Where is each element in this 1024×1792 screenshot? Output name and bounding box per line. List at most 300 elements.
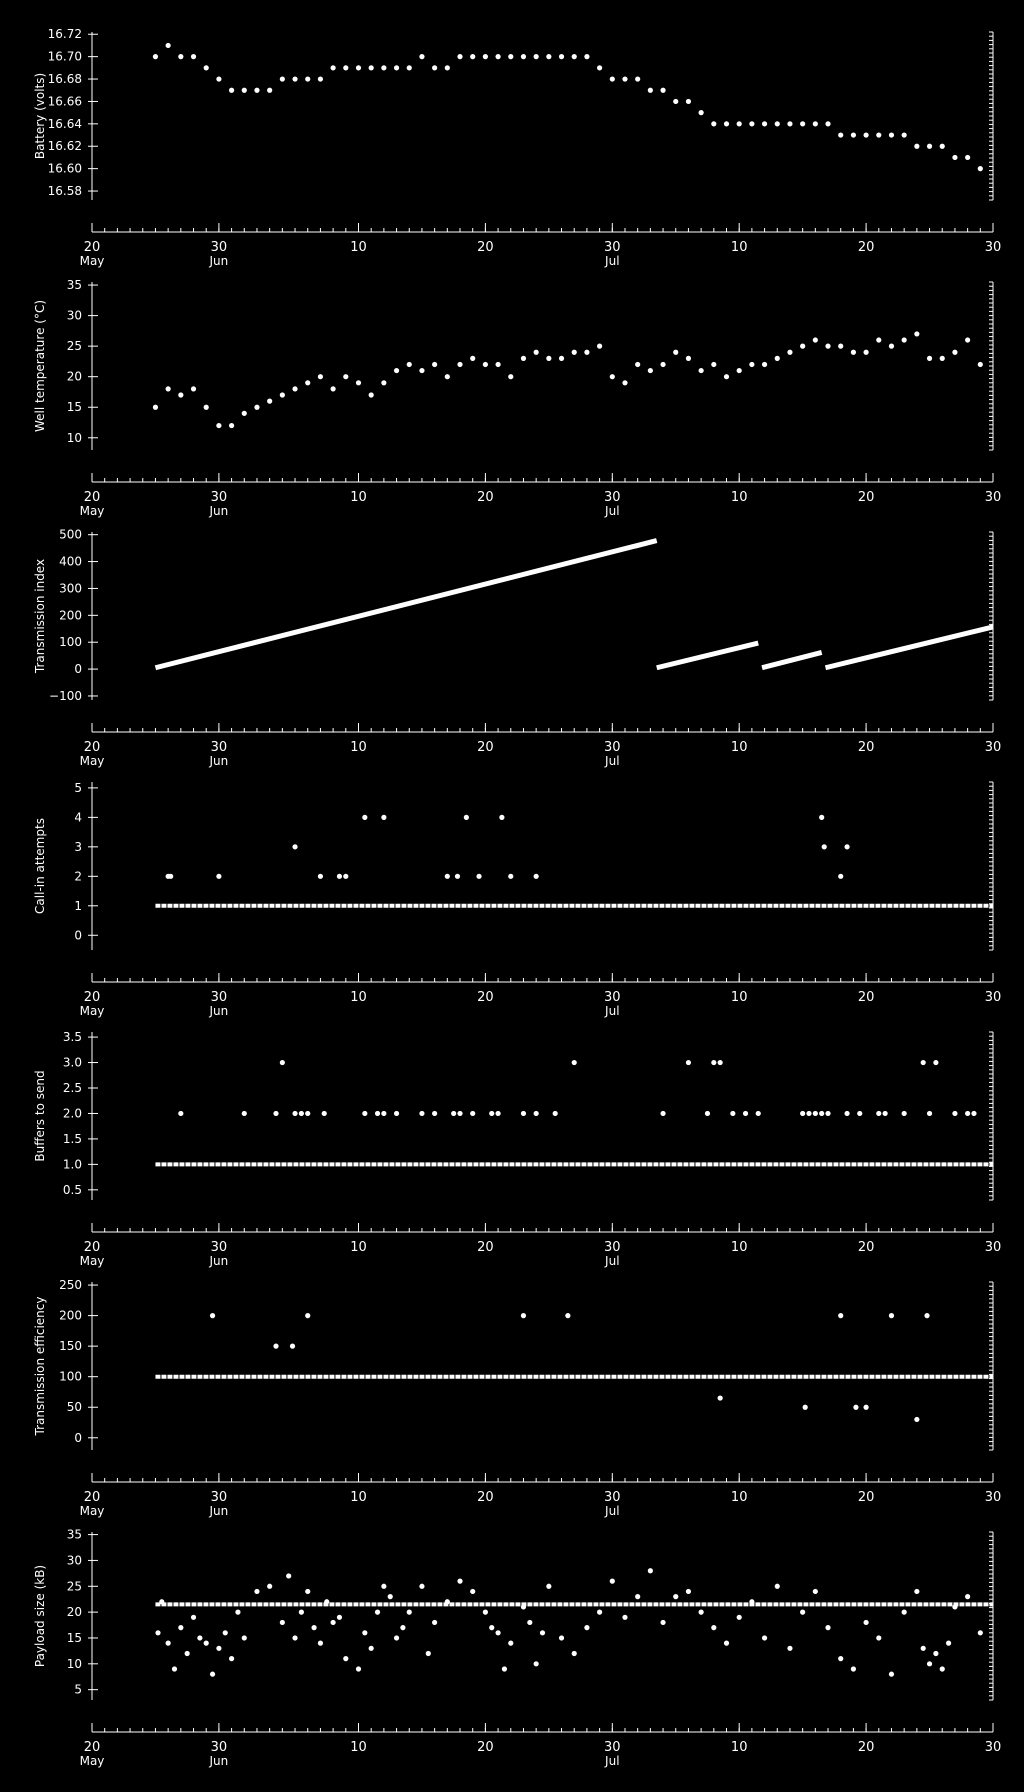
y-tick-label: 2.5 xyxy=(62,1081,82,1095)
data-point xyxy=(705,1111,710,1116)
y-tick-label: 16.66 xyxy=(47,94,82,109)
y-tick-label: 16.68 xyxy=(47,72,82,87)
data-point xyxy=(775,1584,780,1589)
data-point xyxy=(889,344,894,349)
data-point xyxy=(686,356,691,361)
data-point xyxy=(863,350,868,355)
data-point xyxy=(305,76,310,81)
data-point xyxy=(483,1610,488,1615)
panel-3 xyxy=(33,528,1001,768)
y-tick-label: 50 xyxy=(66,1400,82,1415)
data-point xyxy=(254,88,259,93)
panel-4 xyxy=(33,781,1001,1018)
data-point xyxy=(381,1584,386,1589)
data-point xyxy=(495,362,500,367)
data-point xyxy=(292,386,297,391)
y-tick-label: 200 xyxy=(59,1308,82,1323)
data-points xyxy=(155,541,993,668)
data-point xyxy=(280,1060,285,1065)
data-point xyxy=(883,1111,888,1116)
data-point xyxy=(178,1111,183,1116)
y-tick-label: 100 xyxy=(59,1369,82,1384)
data-point xyxy=(153,54,158,59)
y-tick-label: 25 xyxy=(66,1579,82,1594)
data-point xyxy=(419,1584,424,1589)
data-point xyxy=(242,1111,247,1116)
data-point xyxy=(724,374,729,379)
data-point xyxy=(343,1656,348,1661)
y-tick-label: 25 xyxy=(66,339,82,354)
data-point xyxy=(553,1111,558,1116)
data-point xyxy=(737,1615,742,1620)
x-month-label: Jul xyxy=(605,1254,620,1268)
data-point xyxy=(711,1625,716,1630)
data-point xyxy=(502,1666,507,1671)
x-tick-label: 30 xyxy=(984,990,1002,1005)
data-point xyxy=(927,1661,932,1666)
data-point xyxy=(470,1111,475,1116)
data-point xyxy=(381,380,386,385)
data-point xyxy=(965,1594,970,1599)
data-point xyxy=(369,1646,374,1651)
data-point xyxy=(803,1405,808,1410)
data-point xyxy=(499,815,504,820)
data-point xyxy=(660,88,665,93)
data-point xyxy=(369,392,374,397)
x-tick-label: 20 xyxy=(83,1240,101,1255)
data-point xyxy=(407,362,412,367)
panel-1 xyxy=(33,27,1001,268)
x-month-label: Jul xyxy=(605,1004,620,1018)
x-month-label: May xyxy=(79,1254,105,1268)
data-point xyxy=(394,1635,399,1640)
data-point xyxy=(229,423,234,428)
data-point xyxy=(737,121,742,126)
data-point xyxy=(455,874,460,879)
y-tick-label: 16.64 xyxy=(47,116,82,131)
data-point xyxy=(235,1610,240,1615)
x-month-label: May xyxy=(79,754,105,768)
x-tick-label: 30 xyxy=(604,240,621,255)
x-tick-label: 20 xyxy=(83,1740,101,1755)
data-point xyxy=(559,1635,564,1640)
data-point xyxy=(426,1651,431,1656)
data-point xyxy=(622,76,627,81)
x-month-label: Jun xyxy=(209,254,229,268)
data-point xyxy=(940,356,945,361)
data-point xyxy=(749,1599,754,1604)
data-point xyxy=(844,844,849,849)
y-tick-label: 5 xyxy=(74,1682,82,1697)
x-tick-label: 30 xyxy=(984,240,1002,255)
data-point xyxy=(914,1589,919,1594)
data-point xyxy=(210,1672,215,1677)
data-point xyxy=(933,1651,938,1656)
x-tick-label: 20 xyxy=(477,490,494,505)
x-tick-label: 20 xyxy=(857,240,875,255)
data-point xyxy=(445,374,450,379)
x-month-label: May xyxy=(79,1004,105,1018)
x-tick-label: 20 xyxy=(477,990,494,1005)
data-point xyxy=(343,874,348,879)
data-point xyxy=(622,1615,627,1620)
data-point xyxy=(166,43,171,48)
y-tick-label: 15 xyxy=(66,1630,82,1645)
data-point xyxy=(921,1060,926,1065)
x-tick-label: 30 xyxy=(210,990,228,1005)
x-month-label: Jul xyxy=(605,254,620,268)
data-point xyxy=(286,1573,291,1578)
x-tick-label: 30 xyxy=(984,740,1002,755)
data-point xyxy=(394,65,399,70)
index-segment-4 xyxy=(825,627,993,668)
data-point xyxy=(800,1610,805,1615)
data-point xyxy=(273,1344,278,1349)
data-point xyxy=(331,65,336,70)
y-tick-label: 1 xyxy=(74,898,82,913)
x-tick-label: 20 xyxy=(857,1240,875,1255)
y-tick-label: 200 xyxy=(59,608,82,623)
data-point xyxy=(305,1111,310,1116)
data-point xyxy=(876,1111,881,1116)
data-point xyxy=(419,1111,424,1116)
data-point xyxy=(978,362,983,367)
index-segment-3 xyxy=(762,652,822,667)
data-point xyxy=(191,1615,196,1620)
data-point xyxy=(711,121,716,126)
data-point xyxy=(375,1111,380,1116)
data-point xyxy=(292,1111,297,1116)
data-point xyxy=(718,1395,723,1400)
data-point xyxy=(457,1579,462,1584)
data-point xyxy=(660,362,665,367)
data-point xyxy=(863,1620,868,1625)
x-month-label: Jun xyxy=(209,1754,229,1768)
data-point xyxy=(546,1584,551,1589)
x-tick-label: 30 xyxy=(984,1240,1002,1255)
data-point xyxy=(876,337,881,342)
data-point xyxy=(572,54,577,59)
data-point xyxy=(178,1625,183,1630)
data-point xyxy=(508,874,513,879)
data-point xyxy=(853,1405,858,1410)
data-point xyxy=(610,374,615,379)
data-point xyxy=(356,380,361,385)
data-point xyxy=(362,1630,367,1635)
data-point xyxy=(521,356,526,361)
data-point xyxy=(185,1651,190,1656)
y-tick-label: 250 xyxy=(59,1278,82,1293)
x-month-label: Jun xyxy=(209,1254,229,1268)
x-tick-label: 20 xyxy=(83,490,101,505)
data-point xyxy=(787,121,792,126)
data-point xyxy=(375,1610,380,1615)
x-tick-label: 20 xyxy=(83,1490,101,1505)
data-point xyxy=(946,1641,951,1646)
x-tick-label: 30 xyxy=(210,1240,228,1255)
data-point xyxy=(978,166,983,171)
data-point xyxy=(210,1313,215,1318)
x-tick-label: 20 xyxy=(477,1490,494,1505)
data-point xyxy=(686,1060,691,1065)
data-point xyxy=(483,362,488,367)
data-point xyxy=(369,65,374,70)
data-point xyxy=(889,132,894,137)
data-point xyxy=(407,65,412,70)
index-segment-1 xyxy=(155,541,656,668)
data-point xyxy=(254,405,259,410)
data-point xyxy=(876,132,881,137)
data-point xyxy=(331,1620,336,1625)
data-point xyxy=(838,1656,843,1661)
data-point xyxy=(267,1584,272,1589)
data-point xyxy=(775,356,780,361)
data-point xyxy=(299,1111,304,1116)
data-point xyxy=(178,392,183,397)
data-point xyxy=(572,1651,577,1656)
data-point xyxy=(648,1568,653,1573)
x-tick-label: 20 xyxy=(857,490,875,505)
y-tick-label: 0.5 xyxy=(62,1182,82,1197)
data-point xyxy=(813,337,818,342)
data-point xyxy=(597,65,602,70)
data-point xyxy=(305,1313,310,1318)
x-month-label: May xyxy=(79,254,105,268)
data-point xyxy=(825,344,830,349)
data-point xyxy=(749,121,754,126)
data-point xyxy=(419,54,424,59)
data-point xyxy=(952,1111,957,1116)
x-month-label: Jul xyxy=(605,504,620,518)
data-point xyxy=(223,1630,228,1635)
panel-5 xyxy=(33,1030,1001,1268)
data-point xyxy=(483,54,488,59)
x-month-label: Jul xyxy=(605,754,620,768)
data-point xyxy=(394,1111,399,1116)
y-tick-label: 16.70 xyxy=(47,49,82,64)
y-tick-label: 16.60 xyxy=(47,161,82,176)
data-point xyxy=(166,386,171,391)
data-point xyxy=(534,1661,539,1666)
data-point xyxy=(686,99,691,104)
data-point xyxy=(806,1111,811,1116)
data-point xyxy=(267,88,272,93)
data-point xyxy=(889,1313,894,1318)
data-point xyxy=(290,1344,295,1349)
data-point xyxy=(521,1111,526,1116)
y-tick-label: 16.62 xyxy=(47,139,82,154)
data-point xyxy=(673,1594,678,1599)
x-tick-label: 20 xyxy=(857,740,875,755)
data-points xyxy=(153,331,983,428)
data-point xyxy=(971,1111,976,1116)
y-tick-label: 30 xyxy=(66,308,82,323)
data-point xyxy=(927,356,932,361)
data-point xyxy=(914,1417,919,1422)
data-point xyxy=(965,337,970,342)
data-point xyxy=(546,54,551,59)
data-point xyxy=(863,132,868,137)
x-month-label: Jun xyxy=(209,754,229,768)
data-point xyxy=(825,1111,830,1116)
data-point xyxy=(242,1635,247,1640)
data-point xyxy=(204,1641,209,1646)
data-point xyxy=(216,1646,221,1651)
y-tick-label: 0 xyxy=(74,1430,82,1445)
x-tick-label: 30 xyxy=(604,1240,621,1255)
data-point xyxy=(495,54,500,59)
data-point xyxy=(648,88,653,93)
data-point xyxy=(159,1599,164,1604)
x-tick-label: 20 xyxy=(857,990,875,1005)
data-point xyxy=(470,1589,475,1594)
data-point xyxy=(660,1111,665,1116)
data-point xyxy=(813,121,818,126)
data-point xyxy=(324,1599,329,1604)
data-point xyxy=(572,350,577,355)
data-point xyxy=(762,362,767,367)
panel-2 xyxy=(33,278,1001,518)
y-tick-label: 20 xyxy=(66,1605,82,1620)
data-point xyxy=(204,65,209,70)
data-point xyxy=(844,1111,849,1116)
data-point xyxy=(819,815,824,820)
x-tick-label: 30 xyxy=(604,990,621,1005)
data-point xyxy=(457,362,462,367)
data-point xyxy=(838,1313,843,1318)
data-point xyxy=(584,350,589,355)
x-tick-label: 30 xyxy=(210,1490,228,1505)
x-tick-label: 10 xyxy=(350,490,367,505)
y-tick-label: 3.5 xyxy=(62,1030,82,1045)
data-point xyxy=(445,1599,450,1604)
data-points xyxy=(155,1568,993,1677)
data-point xyxy=(178,54,183,59)
x-tick-label: 10 xyxy=(350,1740,367,1755)
data-point xyxy=(952,350,957,355)
data-point xyxy=(432,1111,437,1116)
data-point xyxy=(337,874,342,879)
x-month-label: May xyxy=(79,504,105,518)
data-point xyxy=(851,1666,856,1671)
x-month-label: Jul xyxy=(605,1754,620,1768)
data-point xyxy=(648,368,653,373)
data-point xyxy=(267,399,272,404)
data-point xyxy=(800,1111,805,1116)
data-point xyxy=(362,1111,367,1116)
data-point xyxy=(635,362,640,367)
data-point xyxy=(673,99,678,104)
data-point xyxy=(857,1111,862,1116)
data-point xyxy=(800,344,805,349)
y-tick-label: 2.0 xyxy=(62,1106,82,1121)
data-point xyxy=(622,380,627,385)
y-tick-label: 0 xyxy=(74,928,82,943)
x-tick-label: 10 xyxy=(730,1740,748,1755)
data-points xyxy=(153,43,983,171)
y-axis-title: Battery (volts) xyxy=(33,72,47,160)
data-point xyxy=(813,1111,818,1116)
x-tick-label: 20 xyxy=(477,740,494,755)
data-point xyxy=(863,1405,868,1410)
data-point xyxy=(965,155,970,160)
data-point xyxy=(322,1111,327,1116)
data-point xyxy=(737,368,742,373)
data-point xyxy=(197,1635,202,1640)
data-point xyxy=(952,1604,957,1609)
data-point xyxy=(216,76,221,81)
x-tick-label: 20 xyxy=(857,1740,875,1755)
data-point xyxy=(470,54,475,59)
y-tick-label: 35 xyxy=(66,1527,82,1542)
x-tick-label: 30 xyxy=(210,240,228,255)
data-point xyxy=(527,1620,532,1625)
data-point xyxy=(724,1641,729,1646)
data-point xyxy=(489,1111,494,1116)
data-point xyxy=(940,144,945,149)
data-point xyxy=(432,65,437,70)
y-axis-title: Well temperature (°C) xyxy=(33,299,47,433)
data-point xyxy=(457,54,462,59)
x-tick-label: 20 xyxy=(857,1490,875,1505)
y-axis-title: Buffers to send xyxy=(33,1070,47,1162)
data-point xyxy=(489,1625,494,1630)
y-axis-title: Payload size (kB) xyxy=(33,1564,47,1668)
data-point xyxy=(749,362,754,367)
data-point xyxy=(254,1589,259,1594)
data-point xyxy=(400,1625,405,1630)
data-point xyxy=(356,65,361,70)
y-tick-label: 1.5 xyxy=(62,1131,82,1146)
y-tick-label: 10 xyxy=(66,1656,82,1671)
data-point xyxy=(362,815,367,820)
data-point xyxy=(273,1111,278,1116)
x-month-label: Jun xyxy=(209,1004,229,1018)
y-tick-label: 3.0 xyxy=(62,1055,82,1070)
data-point xyxy=(673,350,678,355)
data-point xyxy=(921,1646,926,1651)
data-point xyxy=(292,1635,297,1640)
data-point xyxy=(229,88,234,93)
y-tick-label: 35 xyxy=(66,278,82,293)
data-point xyxy=(902,1610,907,1615)
x-tick-label: 10 xyxy=(730,990,748,1005)
data-point xyxy=(724,121,729,126)
x-tick-label: 20 xyxy=(477,240,494,255)
data-point xyxy=(280,392,285,397)
x-month-label: May xyxy=(79,1504,105,1518)
data-point xyxy=(838,874,843,879)
data-point xyxy=(280,1620,285,1625)
y-tick-label: 16.58 xyxy=(47,184,82,199)
data-point xyxy=(521,54,526,59)
y-tick-label: 300 xyxy=(59,581,82,596)
data-point xyxy=(204,405,209,410)
data-point xyxy=(635,1594,640,1599)
data-point xyxy=(318,374,323,379)
x-tick-label: 20 xyxy=(83,990,101,1005)
data-point xyxy=(242,88,247,93)
y-axis-title: Transmission efficiency xyxy=(33,1296,47,1436)
data-point xyxy=(305,380,310,385)
data-point xyxy=(756,1111,761,1116)
data-points xyxy=(155,815,993,906)
x-tick-label: 10 xyxy=(730,1490,748,1505)
y-tick-label: 5 xyxy=(74,780,82,795)
data-point xyxy=(876,1635,881,1640)
data-point xyxy=(800,121,805,126)
data-point xyxy=(464,815,469,820)
